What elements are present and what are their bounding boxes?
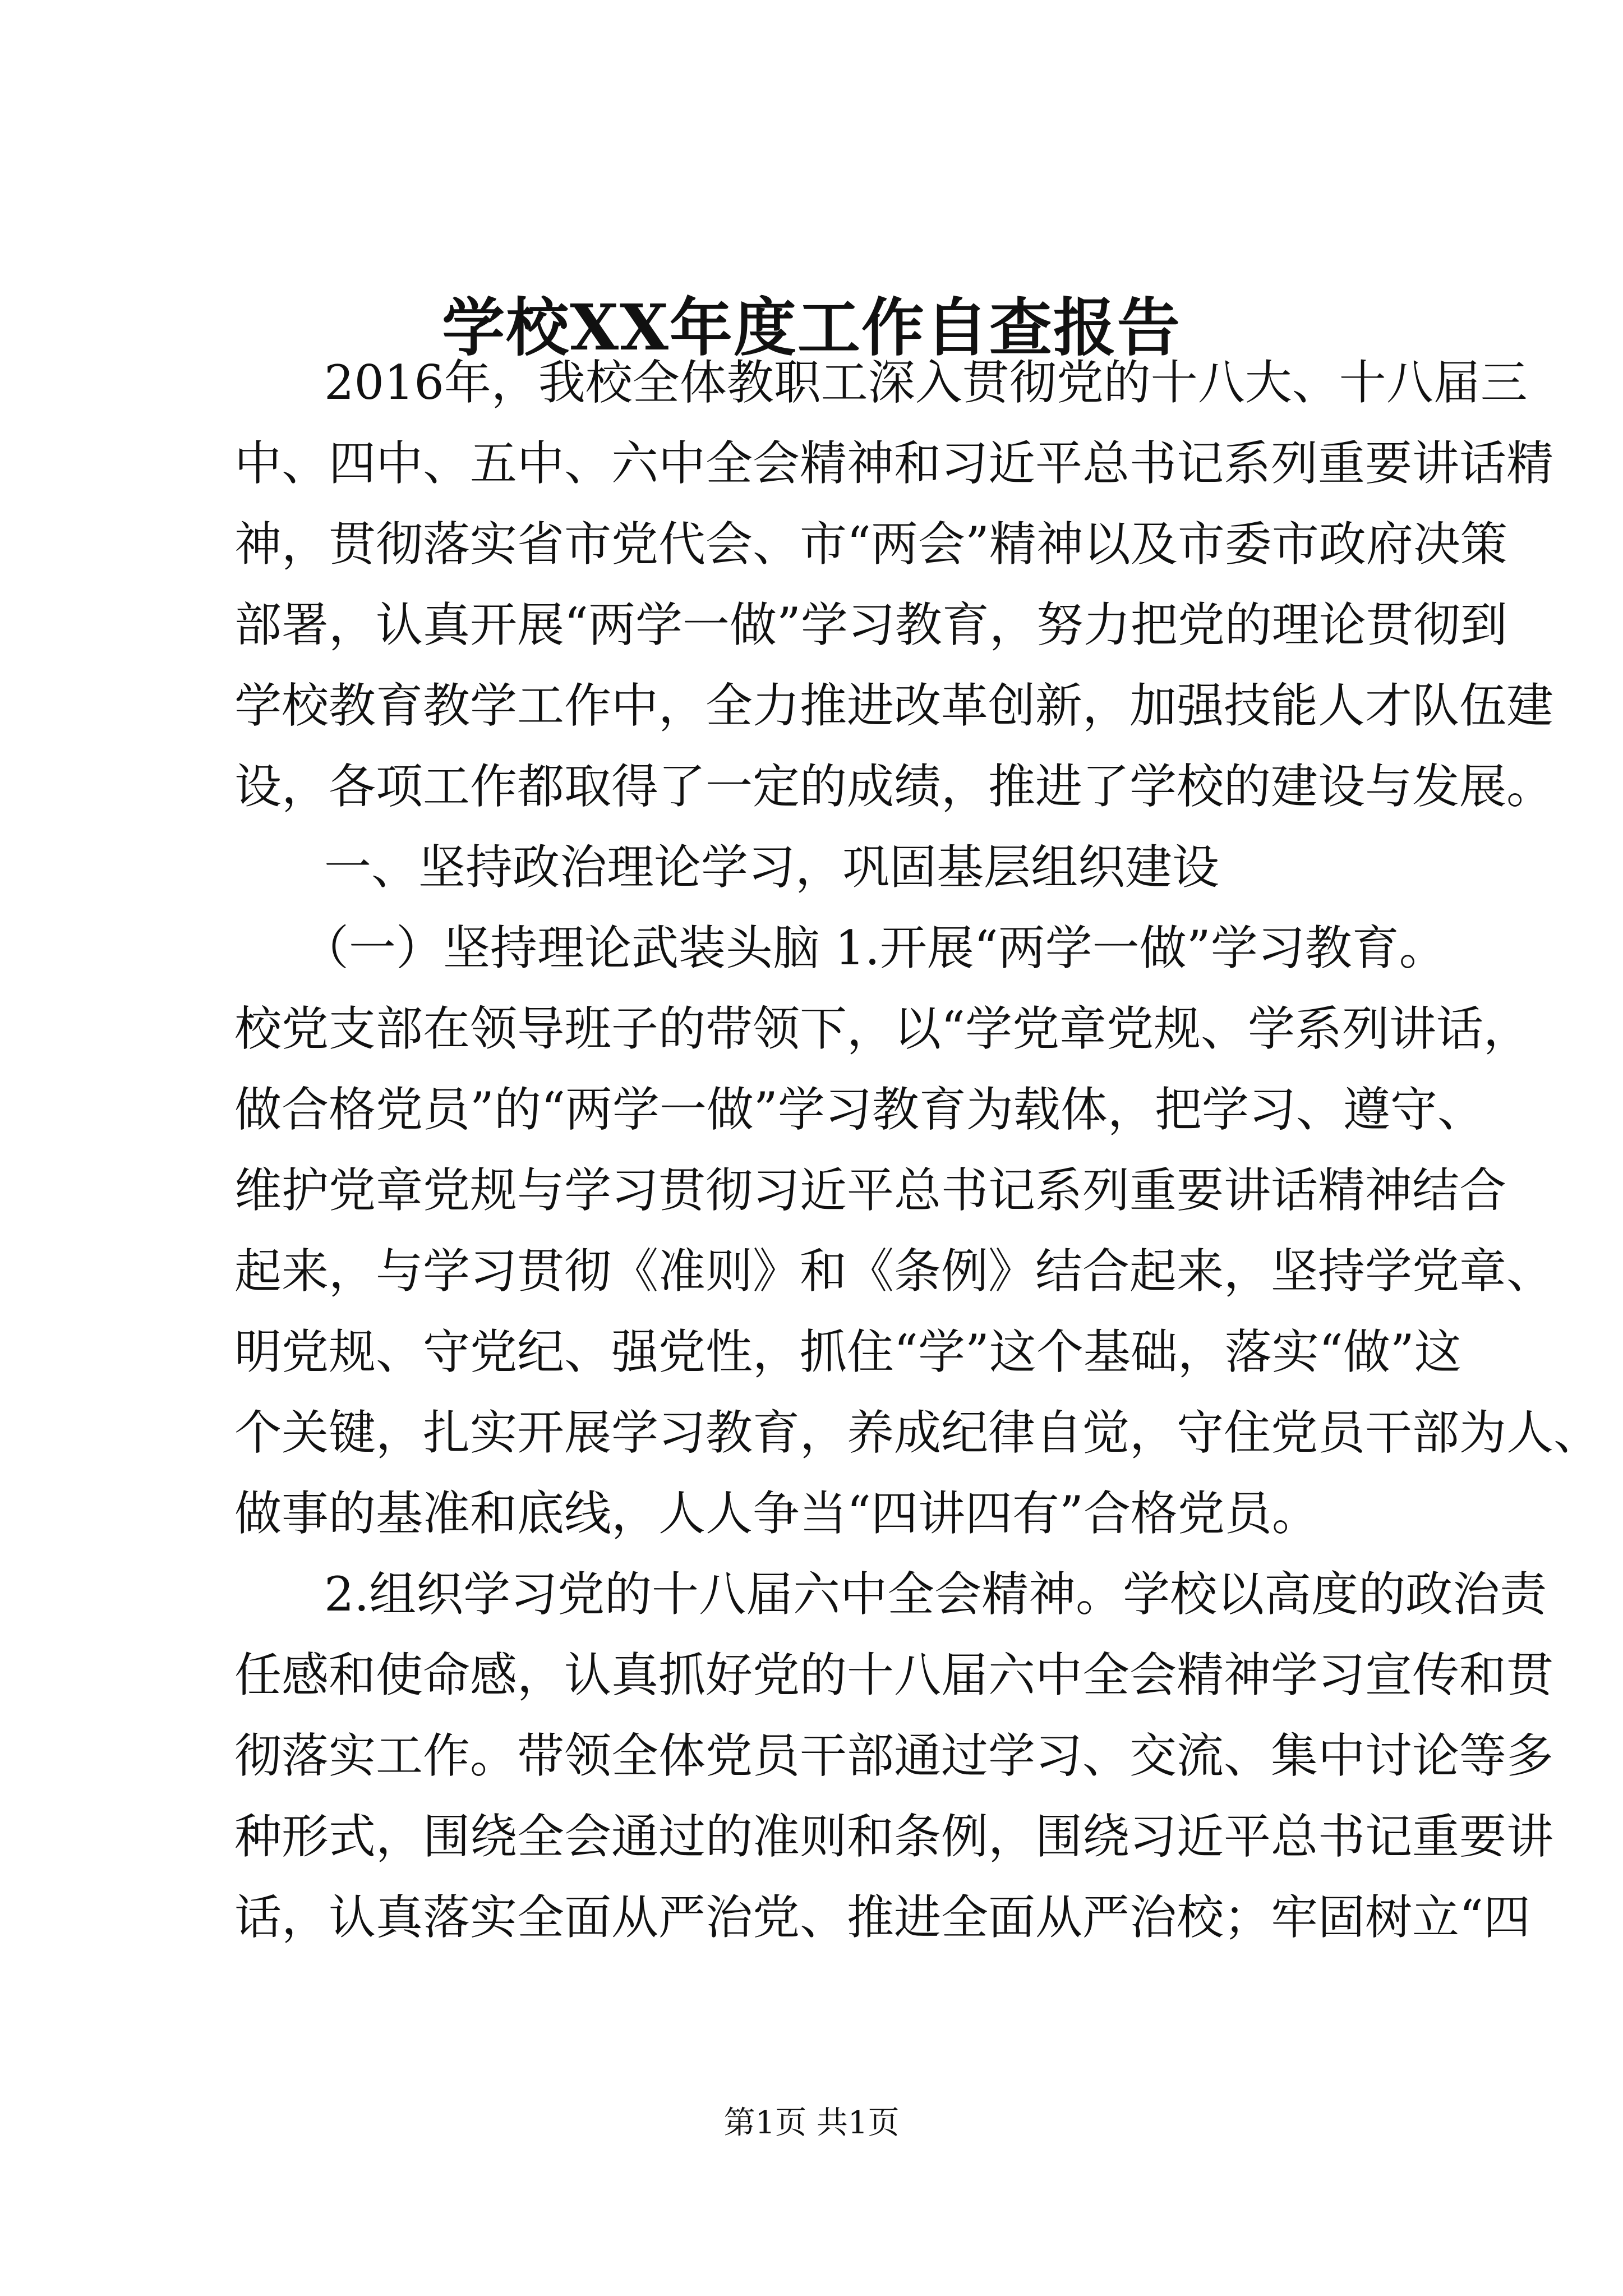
body-line: 彻落实工作。带领全体党员干部通过学习、交流、集中讨论等多 xyxy=(234,1728,1554,1783)
body-line: 种形式，围绕全会通过的准则和条例，围绕习近平总书记重要讲 xyxy=(234,1809,1554,1864)
body-line: 2.组织学习党的十八届六中全会精神。学校以高度的政治责 xyxy=(324,1567,1547,1622)
body-line: 2016年，我校全体教职工深入贯彻党的十八大、十八届三 xyxy=(324,355,1528,410)
body-line: 明党规、守党纪、强党性，抓住“学”这个基础，落实“做”这 xyxy=(234,1324,1461,1379)
section-heading: 一、坚持政治理论学习，巩固基层组织建设 xyxy=(324,840,1220,895)
body-line: 校党支部在领导班子的带领下，以“学党章党规、学系列讲话， xyxy=(234,1001,1530,1056)
body-line: 中、四中、五中、六中全会精神和习近平总书记系列重要讲话精 xyxy=(234,436,1554,491)
body-line: 部署，认真开展“两学一做”学习教育，努力把党的理论贯彻到 xyxy=(234,597,1507,652)
subsection-heading: （一）坚持理论武装头脑 1.开展“两学一做”学习教育。 xyxy=(302,921,1446,976)
body-line: 任感和使命感，认真抓好党的十八届六中全会精神学习宣传和贯 xyxy=(234,1648,1554,1703)
document-body xyxy=(234,342,1601,1958)
body-line: 做合格党员”的“两学一做”学习教育为载体，把学习、遵守、 xyxy=(234,1082,1484,1137)
document-title: 学校XX年度工作自查报告 xyxy=(442,291,1181,365)
body-line: 设，各项工作都取得了一定的成绩，推进了学校的建设与发展。 xyxy=(234,759,1554,814)
body-line: 神，贯彻落实省市党代会、市“两会”精神以及市委市政府决策 xyxy=(234,517,1507,572)
body-line: 起来，与学习贯彻《准则》和《条例》结合起来，坚持学党章、 xyxy=(234,1244,1554,1299)
body-line: 维护党章党规与学习贯彻习近平总书记系列重要讲话精神结合 xyxy=(234,1163,1507,1218)
body-line: 做事的基准和底线，人人争当“四讲四有”合格党员。 xyxy=(234,1486,1319,1541)
body-line: 学校教育教学工作中，全力推进改革创新，加强技能人才队伍建 xyxy=(234,678,1554,733)
body-line: 话，认真落实全面从严治党、推进全面从严治校；牢固树立“四 xyxy=(234,1890,1530,1945)
body-line: 个关键，扎实开展学习教育，养成纪律自觉，守住党员干部为人、 xyxy=(234,1405,1601,1460)
page-number-footer: 第1页 共1页 xyxy=(723,2105,900,2141)
